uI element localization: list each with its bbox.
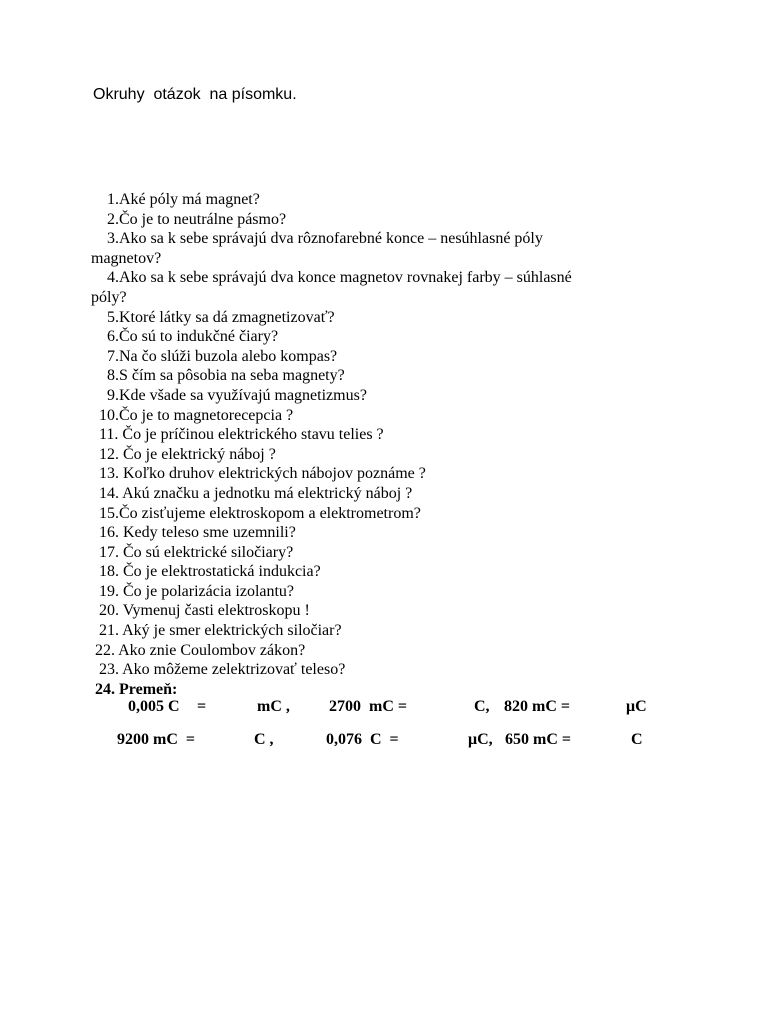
- question-item: 9.Kde všade sa využívajú magnetizmus?: [91, 386, 367, 404]
- question-item: 16. Kedy teleso sme uzemnili?: [91, 524, 296, 542]
- question-item: 18. Čo je elektrostatická indukcia?: [91, 563, 321, 581]
- question-item: 17. Čo sú elektrické siločiary?: [91, 543, 294, 561]
- question-item: 24. Premeň:: [91, 680, 178, 698]
- conversion-unit: μC,: [468, 731, 493, 748]
- question-item: 22. Ako znie Coulombov zákon?: [91, 641, 306, 659]
- question-item: 7.Na čo slúži buzola alebo kompas?: [91, 347, 338, 365]
- question-item: 1.Aké póly má magnet?: [91, 191, 260, 208]
- conversion-value: 820 mC =: [504, 698, 570, 715]
- question-item: 13. Koľko druhov elektrických nábojov poznáme ?: [91, 465, 426, 483]
- question-item: 11. Čo je príčinou elektrického stavu telies ?: [91, 426, 384, 444]
- question-list: [91, 190, 651, 699]
- question-item: 21. Aký je smer elektrických siločiar?: [91, 622, 342, 640]
- conversion-unit: C: [631, 731, 643, 748]
- page-title: Okruhy otázok na písomku.: [93, 86, 297, 103]
- question-item: 10.Čo je to magnetorecepcia ?: [91, 406, 294, 424]
- conversion-unit: C,: [474, 698, 490, 715]
- question-item: 23. Ako môžeme zelektrizovať teleso?: [91, 661, 346, 679]
- question-item: 5.Ktoré látky sa dá zmagnetizovať?: [91, 308, 335, 326]
- question-item: 20. Vymenuj časti elektroskopu !: [91, 602, 310, 620]
- question-item: 12. Čo je elektrický náboj ?: [91, 445, 276, 463]
- question-item: 6.Čo sú to indukčné čiary?: [91, 328, 279, 346]
- question-item-continuation: magnetov?: [91, 249, 162, 267]
- conversion-value: 650 mC =: [505, 731, 571, 748]
- conversion-equals: =: [197, 698, 207, 715]
- conversion-unit: C ,: [254, 731, 274, 748]
- conversion-value: 0,076 C =: [326, 731, 399, 748]
- question-item: 8.S čím sa pôsobia na seba magnety?: [91, 367, 345, 385]
- question-item: 4.Ako sa k sebe správajú dva konce magnetov rovnakej farby – súhlasné: [91, 269, 572, 287]
- conversion-value: 0,005 C: [128, 698, 180, 715]
- question-item-continuation: póly?: [91, 288, 127, 306]
- question-item: 14. Akú značku a jednotku má elektrický náboj ?: [91, 484, 413, 502]
- conversion-unit: mC ,: [257, 698, 290, 715]
- conversion-value: 2700 mC =: [329, 698, 407, 715]
- question-item: 2.Čo je to neutrálne pásmo?: [91, 210, 287, 228]
- conversion-unit: μC: [626, 698, 647, 715]
- question-item: 3.Ako sa k sebe správajú dva rôznofarebné konce – nesúhlasné póly: [91, 230, 543, 248]
- question-item: 19. Čo je polarizácia izolantu?: [91, 582, 295, 600]
- question-item: 15.Čo zisťujeme elektroskopom a elektrometrom?: [91, 504, 421, 522]
- conversion-value: 9200 mC =: [117, 731, 195, 748]
